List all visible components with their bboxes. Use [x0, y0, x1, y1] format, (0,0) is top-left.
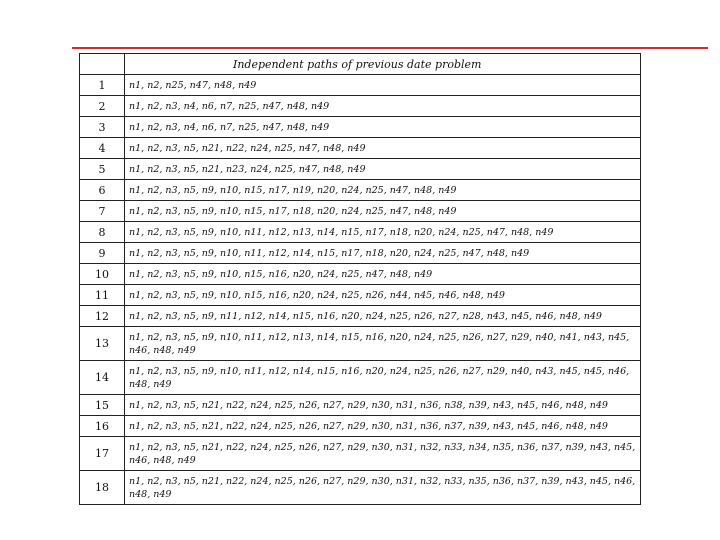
row-paths: n1, n2, n3, n5, n9, n10, n11, n12, n13, n14, n15, n16, n20, n24, n25, n26, n27, n29, n40, n41, n43, n45, n46, n48, n49: [125, 327, 641, 361]
row-id: 5: [80, 159, 125, 180]
row-id: 16: [80, 416, 125, 437]
row-paths: n1, n2, n3, n4, n6, n7, n25, n47, n48, n49: [125, 96, 641, 117]
row-paths: n1, n2, n3, n5, n21, n22, n24, n25, n26, n27, n29, n30, n31, n36, n38, n39, n43, n45, n46, n48, n49: [125, 395, 641, 416]
paths-table-container: [79, 53, 641, 505]
row-paths: n1, n2, n3, n5, n21, n22, n24, n25, n26, n27, n29, n30, n31, n32, n33, n34, n35, n36, n37, n39, n43, n45, n46, n48, n49: [125, 437, 641, 471]
row-paths: n1, n2, n3, n5, n21, n22, n24, n25, n47, n48, n49: [125, 138, 641, 159]
row-id: 9: [80, 243, 125, 264]
row-paths: n1, n2, n3, n5, n9, n10, n15, n16, n20, n24, n25, n26, n44, n45, n46, n48, n49: [125, 285, 641, 306]
row-id: 1: [80, 75, 125, 96]
row-id: 17: [80, 437, 125, 471]
table-row: [80, 327, 641, 361]
table-row: [80, 180, 641, 201]
header-index-cell: [80, 54, 125, 75]
row-paths: n1, n2, n25, n47, n48, n49: [125, 75, 641, 96]
table-row: [80, 96, 641, 117]
row-id: 11: [80, 285, 125, 306]
table-row: [80, 264, 641, 285]
row-paths: n1, n2, n3, n5, n21, n22, n24, n25, n26, n27, n29, n30, n31, n36, n37, n39, n43, n45, n46, n48, n49: [125, 416, 641, 437]
row-id: 14: [80, 361, 125, 395]
table-header-row: [80, 54, 641, 75]
table-row: [80, 395, 641, 416]
table-row: [80, 471, 641, 505]
row-id: 10: [80, 264, 125, 285]
table-row: [80, 138, 641, 159]
table-row: [80, 416, 641, 437]
row-paths: n1, n2, n3, n5, n9, n10, n15, n16, n20, n24, n25, n47, n48, n49: [125, 264, 641, 285]
row-id: 18: [80, 471, 125, 505]
table-row: [80, 117, 641, 138]
row-paths: n1, n2, n3, n4, n6, n7, n25, n47, n48, n49: [125, 117, 641, 138]
row-id: 12: [80, 306, 125, 327]
paths-table: [79, 53, 641, 505]
table-header: Independent paths of previous date problem: [125, 54, 641, 75]
row-id: 2: [80, 96, 125, 117]
row-id: 8: [80, 222, 125, 243]
row-paths: n1, n2, n3, n5, n9, n11, n12, n14, n15, n16, n20, n24, n25, n26, n27, n28, n43, n45, n46, n48, n49: [125, 306, 641, 327]
row-paths: n1, n2, n3, n5, n21, n22, n24, n25, n26, n27, n29, n30, n31, n32, n33, n35, n36, n37, n39, n43, n45, n46, n48, n49: [125, 471, 641, 505]
table-row: [80, 75, 641, 96]
row-paths: n1, n2, n3, n5, n9, n10, n15, n17, n19, n20, n24, n25, n47, n48, n49: [125, 180, 641, 201]
table-row: [80, 159, 641, 180]
table-row: [80, 361, 641, 395]
table-row: [80, 243, 641, 264]
table-row: [80, 285, 641, 306]
table-row: [80, 201, 641, 222]
row-id: 4: [80, 138, 125, 159]
row-paths: n1, n2, n3, n5, n9, n10, n11, n12, n13, n14, n15, n17, n18, n20, n24, n25, n47, n48, n49: [125, 222, 641, 243]
top-rule: [72, 47, 708, 49]
row-paths: n1, n2, n3, n5, n9, n10, n11, n12, n14, n15, n17, n18, n20, n24, n25, n47, n48, n49: [125, 243, 641, 264]
row-paths: n1, n2, n3, n5, n21, n23, n24, n25, n47, n48, n49: [125, 159, 641, 180]
row-id: 7: [80, 201, 125, 222]
row-id: 13: [80, 327, 125, 361]
row-id: 6: [80, 180, 125, 201]
row-paths: n1, n2, n3, n5, n9, n10, n15, n17, n18, n20, n24, n25, n47, n48, n49: [125, 201, 641, 222]
table-row: [80, 222, 641, 243]
table-row: [80, 437, 641, 471]
row-paths: n1, n2, n3, n5, n9, n10, n11, n12, n14, n15, n16, n20, n24, n25, n26, n27, n29, n40, n43, n45, n45, n46, n48, n49: [125, 361, 641, 395]
table-row: [80, 306, 641, 327]
row-id: 3: [80, 117, 125, 138]
row-id: 15: [80, 395, 125, 416]
